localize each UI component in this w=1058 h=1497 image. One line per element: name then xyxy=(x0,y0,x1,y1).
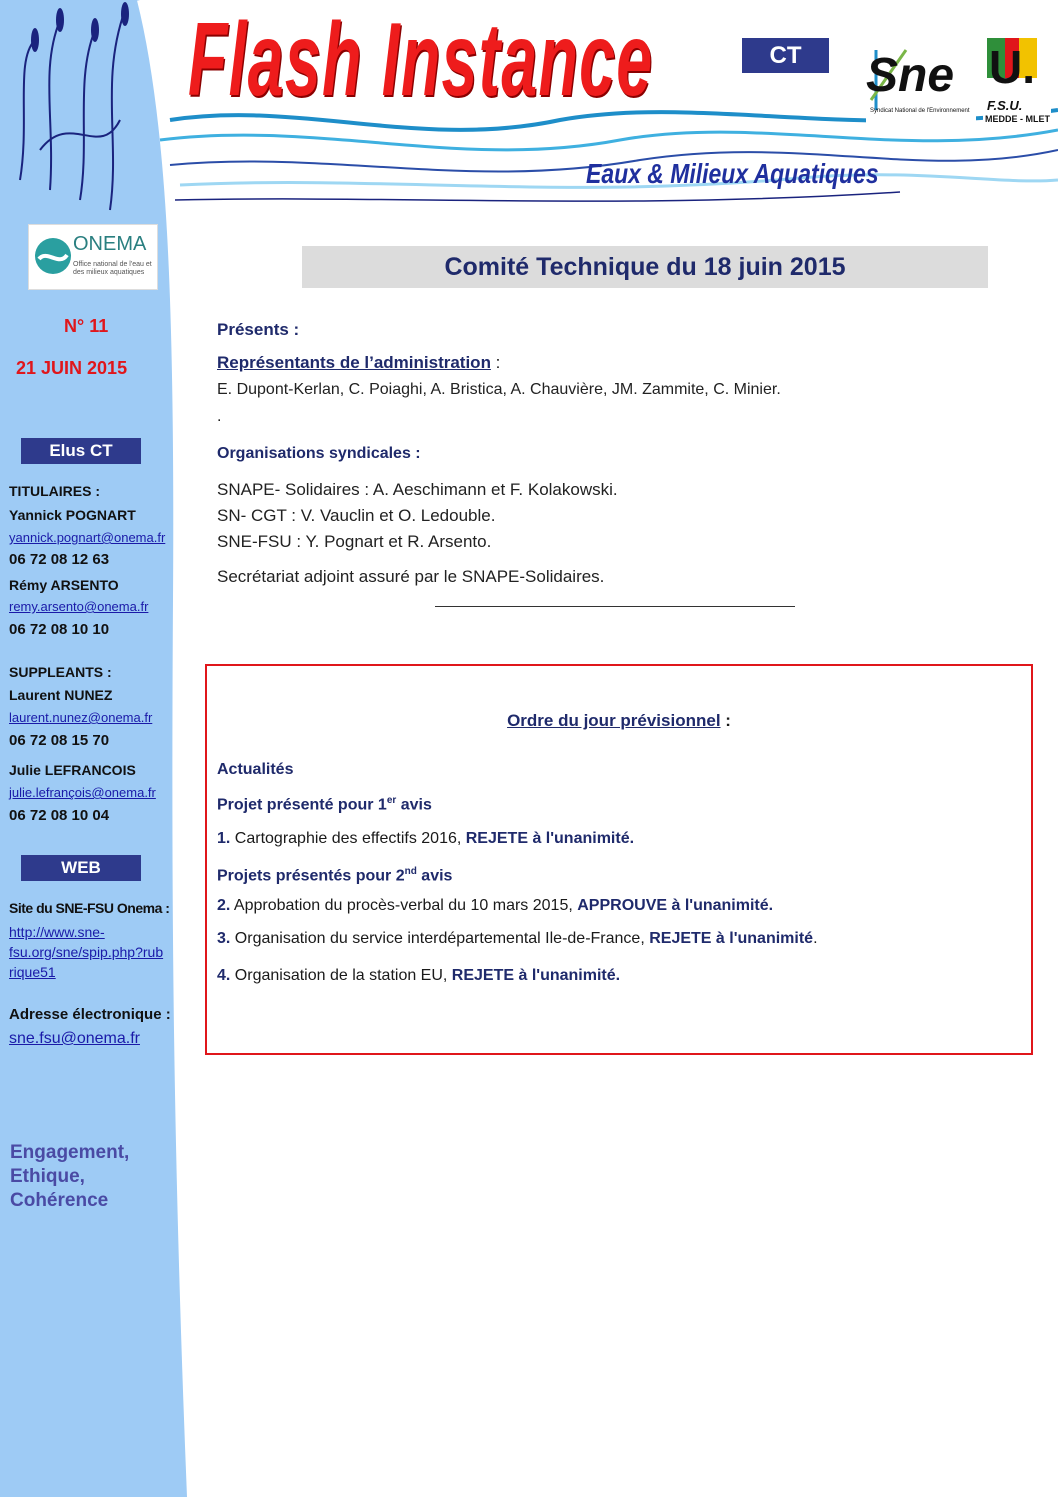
admin-heading xyxy=(217,353,500,373)
issue-number: N° 11 xyxy=(64,316,109,336)
motto-line: Cohérence xyxy=(10,1190,109,1211)
onema-logo-text: ONEMA xyxy=(73,233,147,255)
onema-logo xyxy=(28,224,158,290)
suppleants-label: SUPPLEANTS : xyxy=(9,664,112,680)
first-avis-heading xyxy=(217,795,432,814)
suppleant-phone: 06 72 08 15 70 xyxy=(9,732,110,749)
suppleant-email-link[interactable]: julie.lefrançois@onema.fr xyxy=(9,785,156,800)
presents-label: Présents : xyxy=(217,320,300,339)
fsu-logo-sub: F.S.U. xyxy=(987,98,1023,113)
site-url-line: http://www.sne- xyxy=(9,924,105,940)
admin-suffix: : xyxy=(490,353,501,372)
titulaire-phone: 06 72 08 12 63 xyxy=(9,551,110,568)
item-result: REJETE à l'unanimité xyxy=(649,930,814,947)
secretariat: Secrétariat adjoint assuré par le SNAPE-Solidaires. xyxy=(217,567,605,586)
second-avis-end: avis xyxy=(416,867,453,885)
site-url-line: fsu.org/sne/spip.php?rub xyxy=(9,944,164,960)
item-text: Approbation du procès-verbal du 10 mars 2015, xyxy=(230,897,578,914)
first-avis-sup: er xyxy=(386,795,397,806)
fsu-logo xyxy=(983,36,1051,128)
agenda-title xyxy=(205,711,1033,731)
onema-logo-caption: Office national de l'eau et des milieux aquatiques xyxy=(73,261,152,276)
masthead-subtitle: Eaux & Milieux Aquatiques xyxy=(586,158,879,189)
sne-logo-caption: Syndicat National de l'Environnement xyxy=(870,108,970,114)
titulaire-phone: 06 72 08 10 10 xyxy=(9,621,110,638)
item-result: REJETE à l'unanimité. xyxy=(465,830,635,847)
agenda-item xyxy=(217,967,620,985)
titulaires-label: TITULAIRES : xyxy=(9,483,100,499)
sne-logo-text: Sne xyxy=(866,49,955,102)
masthead-title: Flash Instance xyxy=(188,2,654,118)
site-url-line: rique51 xyxy=(9,964,56,980)
suppleant-email-link[interactable]: laurent.nunez@onema.fr xyxy=(9,710,153,725)
suppleant-name: Julie LEFRANCOIS xyxy=(9,762,136,778)
item-end: . xyxy=(813,930,818,947)
site-url-link[interactable] xyxy=(9,922,163,982)
contact-email-link[interactable]: sne.fsu@onema.fr xyxy=(9,1030,140,1047)
agenda-item xyxy=(217,930,818,948)
second-avis-heading xyxy=(217,866,452,885)
first-avis-end: avis xyxy=(396,796,432,814)
motto-line: Engagement, xyxy=(10,1142,130,1163)
titulaire-email-link[interactable]: remy.arsento@onema.fr xyxy=(9,599,149,614)
separator xyxy=(435,606,795,607)
item-result: APPROUVE à l'unanimité. xyxy=(577,897,774,914)
titulaire-name: Yannick POGNART xyxy=(9,507,136,523)
titulaire-email-link[interactable]: yannick.pognart@onema.fr xyxy=(9,530,166,545)
item-number: 3. xyxy=(217,930,231,947)
item-text: Cartographie des effectifs 2016, xyxy=(230,830,466,847)
page-title: Comité Technique du 18 juin 2015 xyxy=(444,253,846,281)
motto-line: Ethique, xyxy=(10,1166,85,1187)
org-line: SN- CGT : V. Vauclin et O. Ledouble. xyxy=(217,506,496,525)
motto xyxy=(10,1141,129,1213)
org-line: SNE-FSU : Y. Pognart et R. Arsento. xyxy=(217,532,492,551)
email-label: Adresse électronique : xyxy=(9,1006,171,1023)
sne-logo xyxy=(866,40,976,126)
admin-names: E. Dupont-Kerlan, C. Poiaghi, A. Bristica, A. Chauvière, JM. Zammite, C. Minier. xyxy=(217,381,781,398)
issue-date: 21 JUIN 2015 xyxy=(16,358,128,378)
orgs-label: Organisations syndicales : xyxy=(217,445,421,462)
site-label: Site du SNE-FSU Onema : xyxy=(9,900,170,916)
suppleant-name: Laurent NUNEZ xyxy=(9,687,113,703)
item-text: Organisation du service interdépartemental Ile-de-France, xyxy=(230,930,650,947)
titulaire-name: Rémy ARSENTO xyxy=(9,577,119,593)
first-avis-label: Projet présenté pour 1 xyxy=(217,796,387,814)
ct-badge: CT xyxy=(742,38,829,73)
second-avis-label: Projets présentés pour 2 xyxy=(217,867,405,885)
fsu-logo-text: U. xyxy=(989,41,1035,93)
dot: . xyxy=(217,408,222,425)
item-result: REJETE à l'unanimité. xyxy=(451,967,621,984)
item-number: 4. xyxy=(217,967,231,984)
agenda-title-suffix: : xyxy=(720,711,731,730)
suppleant-phone: 06 72 08 10 04 xyxy=(9,807,110,824)
fsu-logo-caption: MEDDE - MLET xyxy=(985,114,1050,124)
second-avis-sup: nd xyxy=(404,866,417,877)
agenda-title-text: Ordre du jour prévisionnel xyxy=(507,711,721,730)
elus-ct-header: Elus CT xyxy=(21,438,141,464)
web-header: WEB xyxy=(21,855,141,881)
agenda-item xyxy=(217,830,634,848)
item-text: Organisation de la station EU, xyxy=(230,967,452,984)
agenda-item xyxy=(217,897,773,915)
actualites: Actualités xyxy=(217,761,294,778)
admin-label: Représentants de l’administration xyxy=(217,353,491,372)
item-number: 2. xyxy=(217,897,231,914)
item-number: 1. xyxy=(217,830,231,847)
org-line: SNAPE- Solidaires : A. Aeschimann et F. Kolakowski. xyxy=(217,480,618,499)
